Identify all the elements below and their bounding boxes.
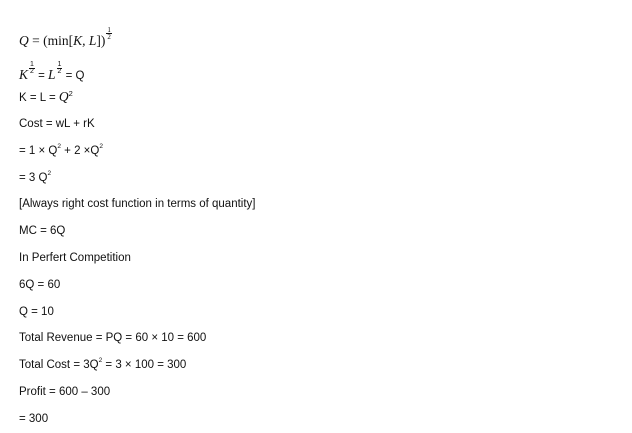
l-symbol: L — [48, 67, 56, 82]
cost-substitution-part: + 2 ×Q — [60, 145, 100, 157]
equation-rhs: = Q — [62, 70, 85, 82]
k-exponent-numerator: 1 — [30, 61, 34, 68]
exponent-numerator: 1 — [107, 26, 111, 34]
profit-result-line: = 300 — [19, 413, 49, 425]
marginal-cost-line: MC = 6Q — [19, 225, 66, 237]
cost-substitution-part: = 1 × Q — [19, 145, 58, 157]
l-exponent-numerator: 1 — [57, 61, 62, 68]
exponent-denominator: 2 — [107, 33, 111, 41]
exponent: 2 — [99, 143, 103, 150]
quantity-line: Q = 10 — [19, 306, 54, 318]
exponent: 2 — [47, 170, 52, 177]
q-symbol: Q — [58, 89, 69, 104]
inputs-symbols: K, L — [73, 33, 97, 48]
total-cost-text: Total Cost = 3Q — [19, 359, 99, 371]
q-symbol: Q — [19, 33, 29, 48]
q-exponent: 2 — [68, 89, 73, 98]
equals-sign: = — [34, 70, 49, 82]
exponent-fraction — [106, 27, 112, 40]
input-quantity-equation — [19, 90, 73, 105]
equate-price-line: 6Q = 60 — [19, 279, 61, 291]
exponent: 2 — [57, 143, 61, 150]
cost-substitution-line — [19, 144, 103, 158]
total-cost-line — [19, 358, 186, 372]
total-revenue-line: Total Revenue = PQ = 60 × 10 = 600 — [19, 332, 207, 344]
root-equality-equation — [19, 62, 85, 83]
exponent: 2 — [98, 357, 103, 364]
cost-definition-line: Cost = wL + rK — [19, 118, 95, 130]
l-exponent-denominator: 2 — [57, 68, 62, 75]
market-structure-line: In Perfert Competition — [19, 252, 131, 264]
k-exponent-denominator: 2 — [30, 68, 34, 75]
total-cost-text: = 3 × 100 = 300 — [102, 359, 187, 371]
equation-operator: = (min[ — [28, 33, 74, 48]
production-function-equation — [19, 27, 112, 48]
cost-function-line — [19, 171, 51, 185]
equation-lhs: K = L = — [19, 92, 59, 104]
equation-close: ]) — [96, 33, 106, 48]
k-symbol: K — [19, 67, 29, 82]
cost-function-text: = 3 Q — [19, 172, 48, 184]
note-line: [Always right cost function in terms of quantity] — [19, 198, 256, 210]
profit-line: Profit = 600 – 300 — [19, 386, 111, 398]
